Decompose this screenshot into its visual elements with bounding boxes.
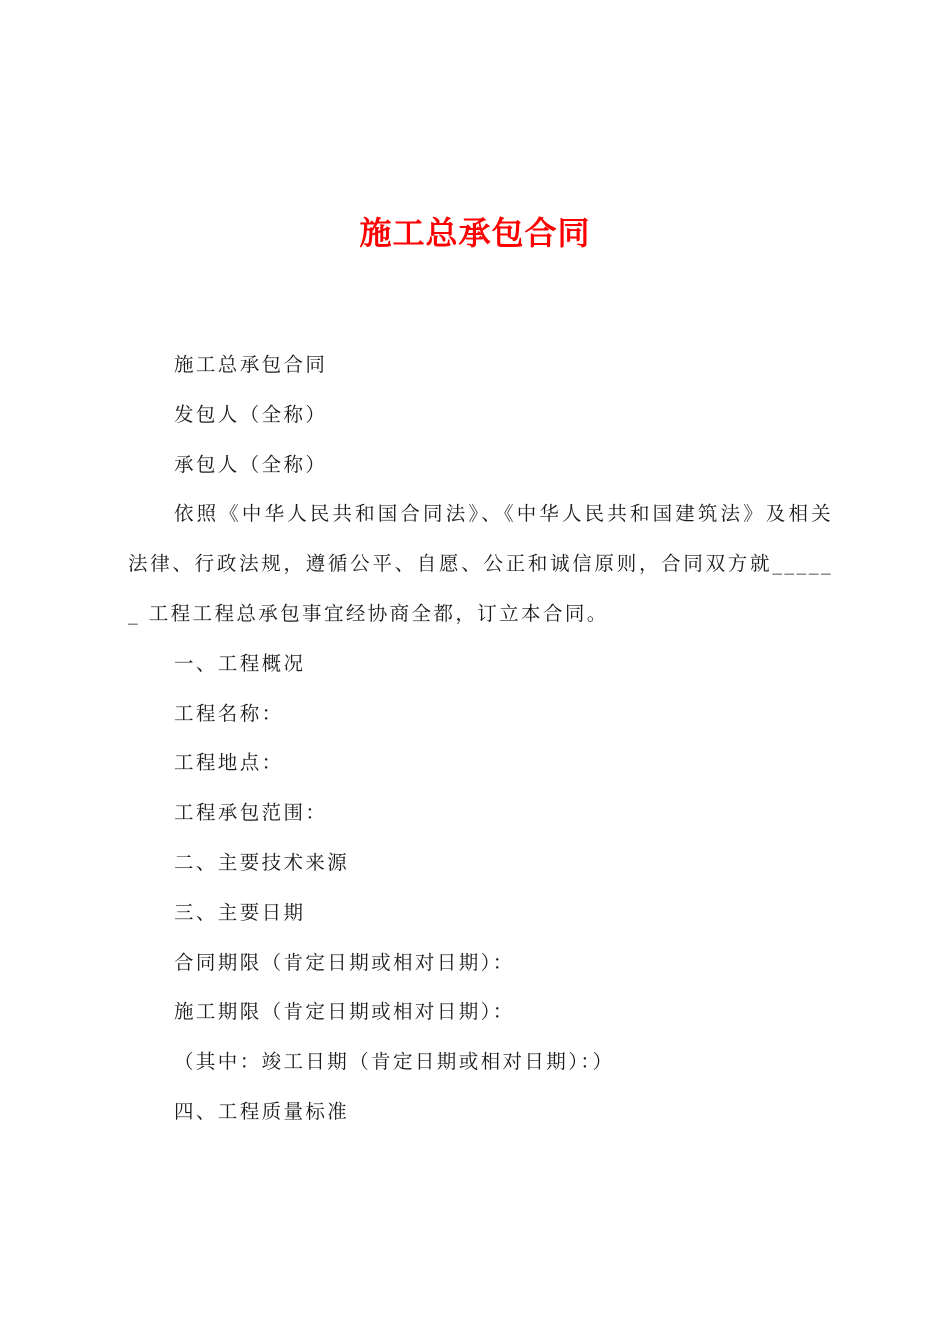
section-heading-main-dates: 三、主要日期: [174, 900, 306, 924]
field-project-scope: 工程承包范围：: [174, 801, 328, 825]
field-completion-date: （其中：竣工日期（肯定日期或相对日期）：）: [174, 1050, 615, 1074]
field-project-name: 工程名称：: [174, 701, 284, 725]
paragraph-contract-heading: 施工总承包合同: [174, 353, 328, 376]
paragraph-contractor: 承包人（全称）: [174, 452, 328, 476]
document-body: [128, 340, 833, 1137]
section-heading-project-overview: 一、工程概况: [174, 651, 306, 675]
field-contract-term: 合同期限（肯定日期或相对日期）：: [174, 950, 515, 974]
field-project-location: 工程地点：: [174, 751, 284, 775]
section-heading-quality-standard: 四、工程质量标准: [174, 1099, 350, 1123]
section-heading-technical-sources: 二、主要技术来源: [174, 850, 350, 874]
paragraph-preamble: 依照《中华人民共和国合同法》、《中华人民共和国建筑法》及相关法律、行政法规，遵循公平、自愿、公正和诚信原则，合同双方就______ 工程工程总承包事宜经协商全都，订立本合同。: [128, 502, 833, 625]
document-title: 施工总承包合同: [359, 214, 591, 252]
paragraph-employer: 发包人（全称）: [174, 402, 328, 426]
field-construction-period: 施工期限（肯定日期或相对日期）：: [174, 1000, 515, 1024]
